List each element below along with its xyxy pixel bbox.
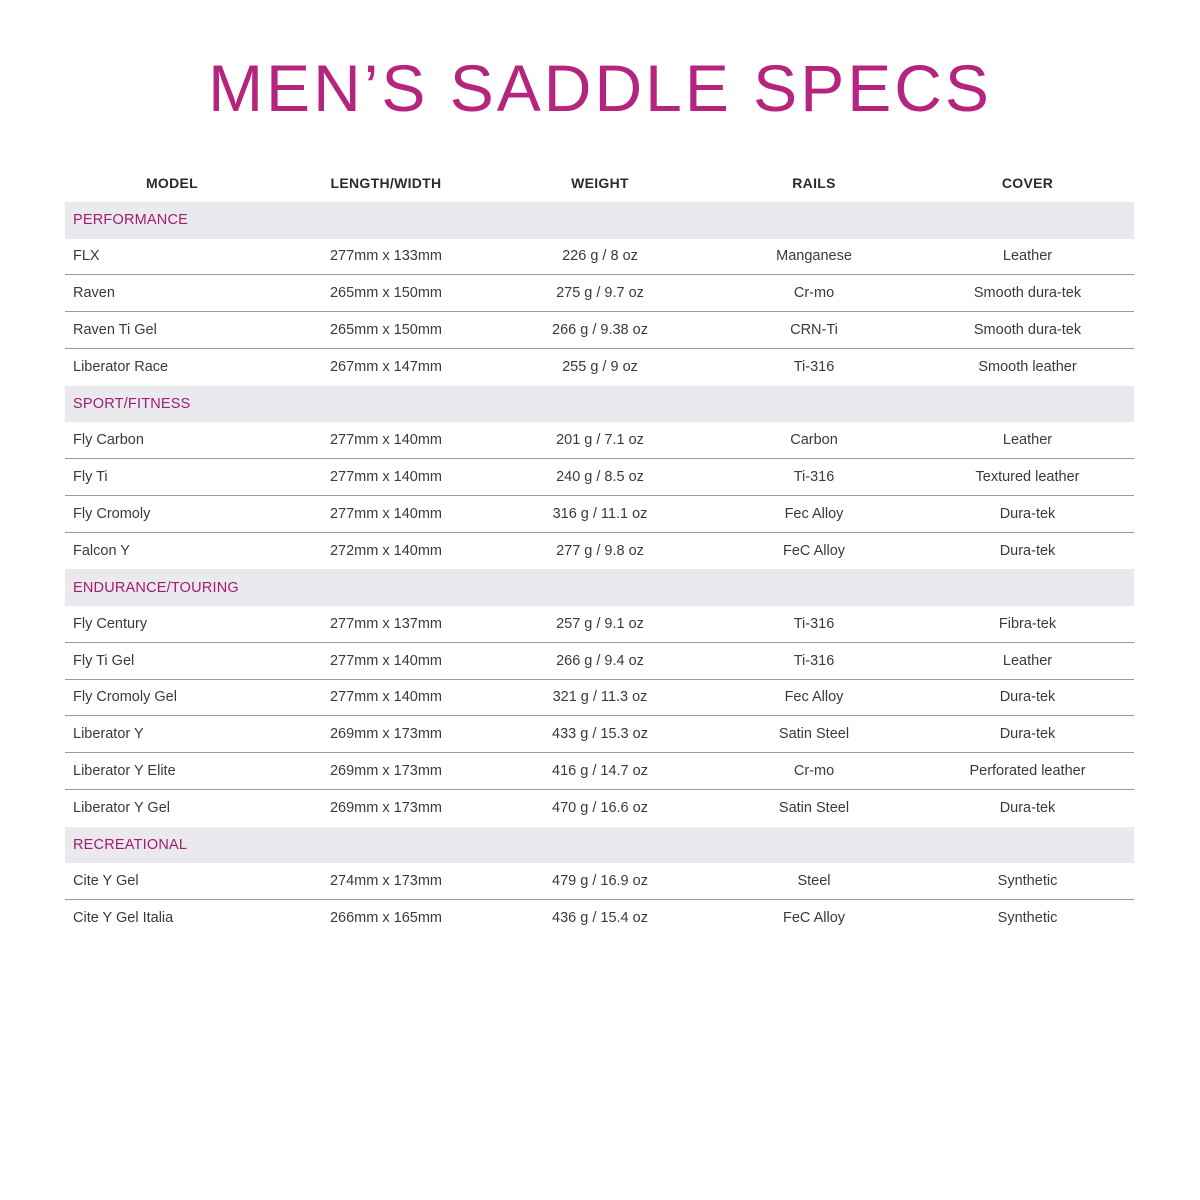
model-cell: Fly Cromoly <box>73 505 151 522</box>
table-row <box>65 753 1134 790</box>
weight-cell: 240 g / 8.5 oz <box>556 468 644 485</box>
model-cell: Liberator Y Gel <box>73 800 170 817</box>
model-cell: Liberator Race <box>73 359 169 376</box>
rails-cell: CRN-Ti <box>790 321 838 338</box>
table-row <box>65 900 1134 937</box>
table-body <box>65 202 1134 937</box>
column-header-model: MODEL <box>145 175 199 192</box>
table-row <box>65 312 1134 349</box>
section-label: RECREATIONAL <box>73 836 188 853</box>
weight-cell: 433 g / 15.3 oz <box>552 726 648 743</box>
table-row <box>65 606 1134 643</box>
model-cell: Raven <box>73 285 115 302</box>
section-header <box>65 827 1134 864</box>
length-width-cell: 277mm x 140mm <box>329 652 442 669</box>
table-row <box>65 459 1134 496</box>
cover-cell: Dura-tek <box>999 726 1056 743</box>
model-cell: Fly Ti Gel <box>73 652 135 669</box>
cover-cell: Smooth leather <box>978 359 1077 376</box>
weight-cell: 266 g / 9.38 oz <box>552 321 648 338</box>
length-width-cell: 265mm x 150mm <box>329 321 442 338</box>
section-label: SPORT/FITNESS <box>73 395 191 412</box>
cover-cell: Dura-tek <box>999 505 1056 522</box>
model-cell: Fly Carbon <box>73 432 144 449</box>
rails-cell: Ti-316 <box>793 359 835 376</box>
section-header <box>65 202 1134 239</box>
weight-cell: 316 g / 11.1 oz <box>552 505 648 522</box>
rails-cell: Cr-mo <box>793 762 835 779</box>
rails-cell: FeC Alloy <box>782 910 846 927</box>
table-row <box>65 643 1134 680</box>
table-row <box>65 680 1134 717</box>
length-width-cell: 269mm x 173mm <box>329 726 442 743</box>
table-row <box>65 790 1134 827</box>
table-row <box>65 422 1134 459</box>
table-row <box>65 533 1134 570</box>
weight-cell: 470 g / 16.6 oz <box>552 800 648 817</box>
model-cell: Fly Century <box>73 615 148 632</box>
weight-cell: 416 g / 14.7 oz <box>552 762 648 779</box>
cover-cell: Textured leather <box>975 468 1080 485</box>
weight-cell: 275 g / 9.7 oz <box>556 285 644 302</box>
weight-cell: 479 g / 16.9 oz <box>552 873 648 890</box>
model-cell: Cite Y Gel <box>73 873 139 890</box>
length-width-cell: 265mm x 150mm <box>329 285 442 302</box>
table-row <box>65 275 1134 312</box>
weight-cell: 257 g / 9.1 oz <box>556 615 644 632</box>
weight-cell: 201 g / 7.1 oz <box>556 432 644 449</box>
length-width-cell: 266mm x 165mm <box>329 910 442 927</box>
rails-cell: Ti-316 <box>793 468 835 485</box>
table-row <box>65 863 1134 900</box>
cover-cell: Dura-tek <box>999 542 1056 559</box>
section-header <box>65 569 1134 606</box>
model-cell: Raven Ti Gel <box>73 321 157 338</box>
weight-cell: 436 g / 15.4 oz <box>552 910 648 927</box>
table-header <box>65 165 1134 202</box>
length-width-cell: 267mm x 147mm <box>329 359 442 376</box>
length-width-cell: 269mm x 173mm <box>329 762 442 779</box>
column-header-cover: COVER <box>1001 175 1054 192</box>
model-cell: FLX <box>73 248 100 265</box>
cover-cell: Fibra-tek <box>998 615 1057 632</box>
weight-cell: 266 g / 9.4 oz <box>556 652 644 669</box>
column-header-rails: RAILS <box>792 175 836 192</box>
weight-cell: 255 g / 9 oz <box>562 359 638 376</box>
model-cell: Liberator Y Elite <box>73 762 176 779</box>
specs-table <box>65 165 1134 937</box>
cover-cell: Dura-tek <box>999 800 1056 817</box>
rails-cell: Carbon <box>790 432 838 449</box>
model-cell: Falcon Y <box>73 542 130 559</box>
cover-cell: Perforated leather <box>969 762 1086 779</box>
rails-cell: FeC Alloy <box>782 542 846 559</box>
section-label: PERFORMANCE <box>73 212 188 229</box>
cover-cell: Leather <box>1002 652 1053 669</box>
table-row <box>65 349 1134 386</box>
page-title: MEN’S SADDLE SPECS <box>208 51 992 125</box>
cover-cell: Synthetic <box>997 873 1058 890</box>
rails-cell: Steel <box>797 873 831 890</box>
section-label: ENDURANCE/TOURING <box>73 579 239 596</box>
rails-cell: Fec Alloy <box>784 689 844 706</box>
model-cell: Fly Cromoly Gel <box>73 689 177 706</box>
rails-cell: Satin Steel <box>778 800 850 817</box>
rails-cell: Manganese <box>776 248 852 265</box>
model-cell: Cite Y Gel Italia <box>73 910 174 927</box>
cover-cell: Smooth dura-tek <box>973 321 1082 338</box>
length-width-cell: 277mm x 137mm <box>329 615 442 632</box>
length-width-cell: 277mm x 140mm <box>329 689 442 706</box>
rails-cell: Ti-316 <box>793 615 835 632</box>
length-width-cell: 269mm x 173mm <box>329 800 442 817</box>
weight-cell: 277 g / 9.8 oz <box>556 542 644 559</box>
length-width-cell: 277mm x 133mm <box>329 248 442 265</box>
rails-cell: Ti-316 <box>793 652 835 669</box>
length-width-cell: 277mm x 140mm <box>329 505 442 522</box>
column-header-weight: WEIGHT <box>571 175 629 192</box>
rails-cell: Cr-mo <box>793 285 835 302</box>
weight-cell: 226 g / 8 oz <box>562 248 638 265</box>
cover-cell: Synthetic <box>997 910 1058 927</box>
rails-cell: Fec Alloy <box>784 505 844 522</box>
table-row <box>65 716 1134 753</box>
length-width-cell: 277mm x 140mm <box>329 432 442 449</box>
length-width-cell: 274mm x 173mm <box>329 873 442 890</box>
length-width-cell: 277mm x 140mm <box>329 468 442 485</box>
section-header <box>65 386 1134 423</box>
weight-cell: 321 g / 11.3 oz <box>552 689 648 706</box>
table-row <box>65 239 1134 276</box>
cover-cell: Smooth dura-tek <box>973 285 1082 302</box>
model-cell: Liberator Y <box>73 726 144 743</box>
table-row <box>65 496 1134 533</box>
model-cell: Fly Ti <box>73 468 108 485</box>
rails-cell: Satin Steel <box>778 726 850 743</box>
cover-cell: Leather <box>1002 432 1053 449</box>
cover-cell: Dura-tek <box>999 689 1056 706</box>
column-header-length-width: LENGTH/WIDTH <box>330 175 442 192</box>
cover-cell: Leather <box>1002 248 1053 265</box>
length-width-cell: 272mm x 140mm <box>329 542 442 559</box>
